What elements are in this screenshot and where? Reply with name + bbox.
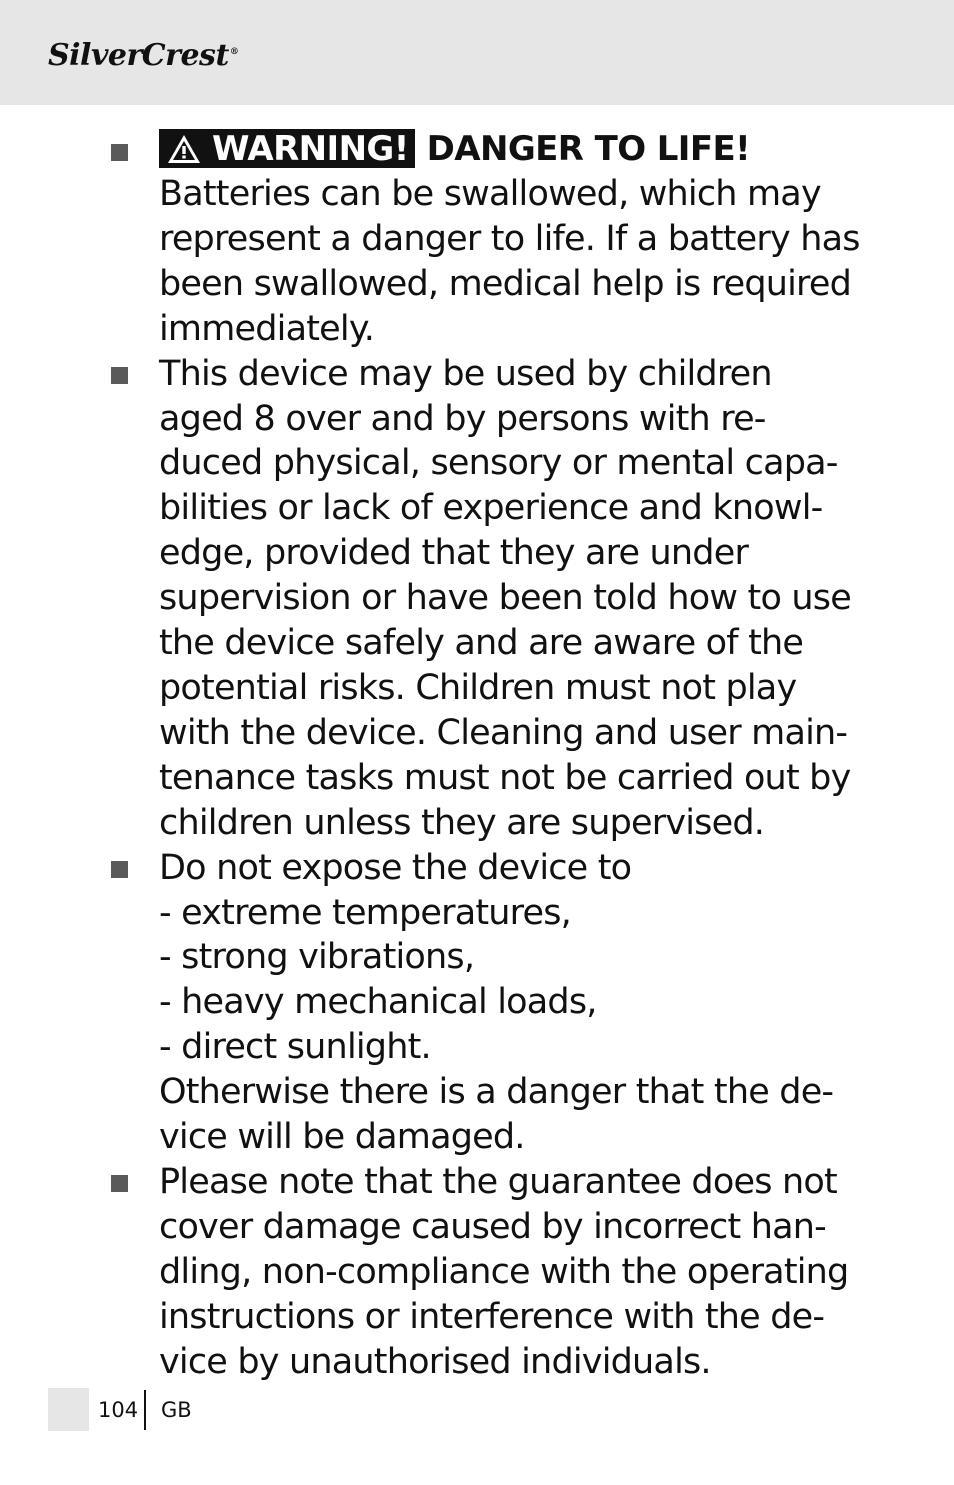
warning-label: WARNING! [212, 128, 409, 169]
item-text [159, 1160, 898, 1385]
text-line: Batteries can be swallowed, which may [159, 174, 821, 214]
text-line: edge, provided that they are under [159, 533, 749, 574]
brand-logo [48, 38, 238, 73]
footer-divider [144, 1390, 146, 1430]
text-line: been swallowed, medical help is required [159, 263, 852, 304]
text-line: supervision or have been told how to use [159, 578, 851, 619]
text-line: vice will be damaged. [159, 1117, 525, 1158]
text-line: dling, non-compliance with the operating [159, 1251, 849, 1292]
item-text [159, 846, 898, 1160]
text-line: - direct sunlight. [159, 1027, 431, 1068]
square-bullet-icon [111, 861, 128, 878]
list-item [108, 1160, 898, 1385]
item-text [159, 352, 898, 846]
warning-triangle-icon [166, 133, 202, 165]
text-line: the device safely and are aware of the [159, 623, 804, 664]
square-bullet-icon [111, 367, 128, 384]
footer-marker [48, 1388, 89, 1431]
list-item [108, 846, 898, 1160]
text-line: cover damage caused by incorrect han- [159, 1206, 826, 1247]
square-bullet-icon [111, 144, 128, 161]
text-line: with the device. Cleaning and user main- [159, 712, 848, 753]
item-text [159, 172, 898, 352]
header-band [0, 0, 954, 105]
square-bullet-icon [111, 1175, 128, 1192]
text-line: children unless they are supervised. [159, 802, 765, 843]
text-line: bilities or lack of experience and knowl- [159, 488, 823, 529]
text-line: aged 8 over and by persons with re- [159, 398, 766, 439]
text-line: - extreme temperatures, [159, 892, 571, 933]
text-line: - strong vibrations, [159, 937, 475, 978]
text-line: immediately. [159, 308, 375, 349]
text-line: tenance tasks must not be carried out by [159, 757, 851, 798]
registered-mark: ® [229, 47, 239, 57]
text-line: duced physical, sensory or mental capa- [159, 443, 838, 484]
danger-label: DANGER TO LIFE! [426, 128, 751, 169]
text-line: Otherwise there is a danger that the de- [159, 1072, 834, 1113]
text-line: - heavy mechanical loads, [159, 982, 597, 1023]
text-line: represent a danger to life. If a battery has [159, 218, 860, 259]
list-item [108, 125, 898, 352]
page-number: 104 [98, 1398, 139, 1422]
list-item [108, 352, 898, 846]
language-code: GB [161, 1398, 192, 1422]
safety-instructions [108, 125, 898, 1384]
text-line: potential risks. Children must not play [159, 667, 797, 708]
brand-name: SilverCrest [48, 38, 229, 73]
warning-heading [159, 125, 898, 172]
text-line: Do not expose the device to [159, 847, 632, 888]
text-line: vice by unauthorised individuals. [159, 1341, 711, 1382]
text-line: instructions or interference with the de- [159, 1296, 825, 1337]
text-line: Please note that the guarantee does not [159, 1161, 837, 1202]
text-line: This device may be used by children [159, 353, 772, 394]
warning-badge [159, 129, 415, 168]
